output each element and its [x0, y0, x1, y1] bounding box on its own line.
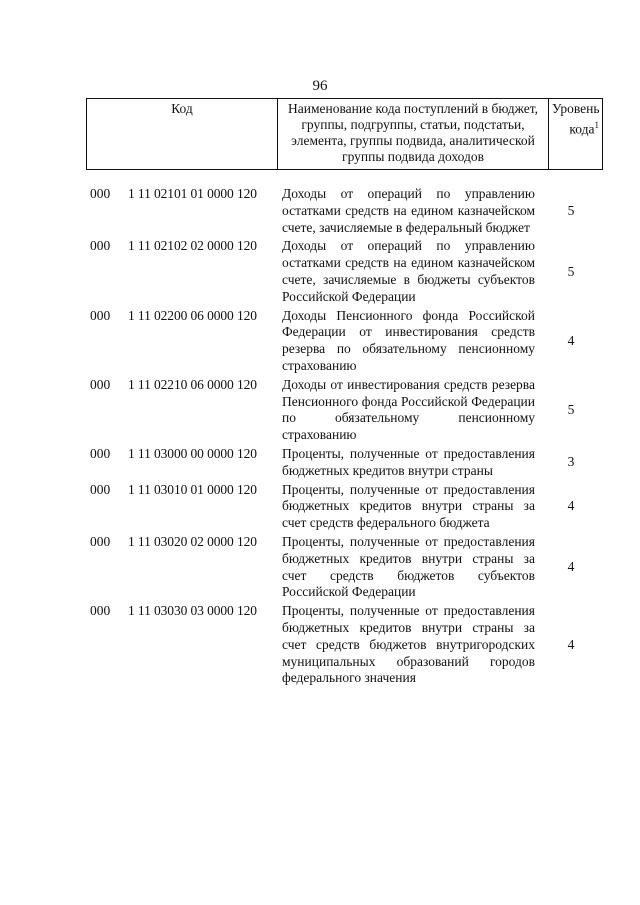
income-name: Доходы от операций по управлению остатками средств на едином казначейском счете, зачисляемые в федеральный бюджет — [282, 186, 535, 235]
table-row — [0, 482, 640, 532]
income-code: 1 11 03010 01 0000 120 — [128, 481, 257, 497]
income-code: 1 11 02210 06 0000 120 — [128, 376, 257, 392]
table-row — [0, 534, 640, 601]
income-code: 1 11 02101 01 0000 120 — [128, 186, 257, 201]
code-level: 4 — [567, 559, 575, 575]
header-code-cell: Код — [87, 99, 278, 170]
admin-code: 000 — [90, 376, 111, 392]
income-code: 1 11 03000 00 0000 120 — [128, 445, 257, 461]
table-header — [86, 98, 603, 170]
income-code: 1 11 02102 02 0000 120 — [128, 238, 257, 254]
income-code: 1 11 03020 02 0000 120 — [128, 533, 257, 549]
page-number: 96 — [312, 78, 328, 94]
footnote-marker: 1 — [594, 120, 599, 130]
income-code: 1 11 02200 06 0000 120 — [128, 307, 257, 323]
table-row — [0, 308, 640, 375]
table-row — [0, 238, 640, 305]
code-level: 4 — [567, 636, 575, 652]
admin-code: 000 — [90, 481, 111, 497]
admin-code: 000 — [90, 445, 111, 461]
income-name: Проценты, полученные от предоставления бюджетных кредитов внутри страны — [282, 445, 535, 478]
admin-code: 000 — [90, 186, 111, 201]
income-codes-list — [0, 186, 640, 689]
code-level: 5 — [567, 401, 575, 417]
header-level-text: Уровень кода — [552, 101, 600, 137]
income-name: Проценты, полученные от предоставления бюджетных кредитов внутри страны за счет средств бюджетов субъектов Российской Федерации — [282, 533, 535, 600]
admin-code: 000 — [90, 603, 111, 619]
code-level: 4 — [567, 498, 575, 514]
header-level-cell — [549, 99, 603, 170]
admin-code: 000 — [90, 238, 111, 254]
code-level: 3 — [567, 454, 575, 470]
income-name: Проценты, полученные от предоставления бюджетных кредитов внутри страны за счет средств федерального бюджета — [282, 481, 535, 531]
header-level-label — [552, 101, 599, 138]
income-name: Доходы от операций по управлению остатками средств на едином казначейском счете, зачисляемые в бюджеты субъектов Российской Федерации — [282, 238, 535, 304]
table-row — [0, 186, 640, 236]
income-name: Проценты, полученные от предоставления бюджетных кредитов внутри страны за счет средств бюджетов внутригородских муниципальных образований городов федерального значения — [282, 603, 535, 686]
admin-code: 000 — [90, 533, 111, 549]
table-row — [0, 377, 640, 444]
admin-code: 000 — [90, 307, 111, 323]
header-name-cell: Наименование кода поступлений в бюджет, группы, подгруппы, статьи, подстатьи, элемента, группы подвида, аналитической группы подвида доходов — [278, 99, 549, 170]
code-level: 5 — [567, 263, 575, 279]
code-level: 5 — [567, 202, 575, 218]
income-name: Доходы Пенсионного фонда Российской Федерации от инвестирования средств резерва по обязательному пенсионному страхованию — [282, 307, 535, 373]
income-name: Доходы от инвестирования средств резерва Пенсионного фонда Российской Федерации по обязательному пенсионному страхованию — [282, 376, 535, 443]
code-level: 4 — [567, 332, 575, 348]
income-code: 1 11 03030 03 0000 120 — [128, 603, 257, 619]
table-row — [0, 446, 640, 480]
table-row — [0, 603, 640, 687]
